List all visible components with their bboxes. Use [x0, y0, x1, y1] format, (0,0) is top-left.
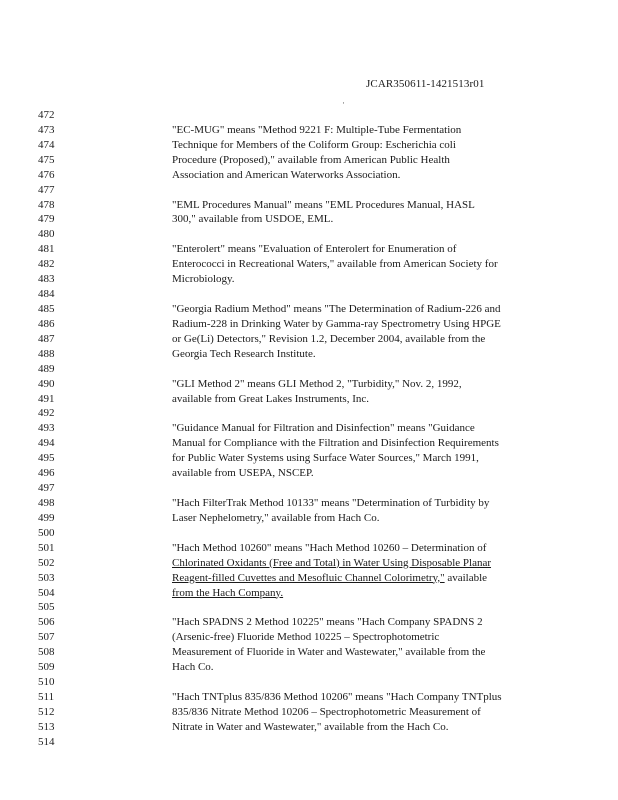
line-text: for Public Water Systems using Surface Water Sources," March 1991,	[172, 452, 479, 465]
line-text: Georgia Tech Research Institute.	[172, 347, 316, 360]
line-number: 513	[38, 720, 55, 733]
line-row	[0, 377, 618, 392]
line-number: 495	[38, 452, 55, 465]
line-number: 494	[38, 437, 55, 450]
line-row	[0, 586, 618, 601]
line-number: 506	[38, 616, 55, 629]
line-number: 497	[38, 482, 55, 495]
line-number: 477	[38, 183, 55, 196]
line-row	[0, 735, 618, 750]
line-number: 472	[38, 109, 55, 121]
line-number: 511	[38, 690, 55, 703]
line-number: 480	[38, 228, 55, 241]
line-text	[172, 571, 487, 586]
line-row	[0, 257, 618, 272]
line-text: "Georgia Radium Method" means "The Determination of Radium-226 and	[172, 302, 501, 315]
line-number: 501	[38, 541, 55, 554]
line-number: 485	[38, 302, 55, 315]
line-row	[0, 198, 618, 213]
line-row	[0, 600, 618, 615]
line-row	[0, 556, 618, 571]
line-text	[172, 556, 491, 571]
line-row	[0, 212, 618, 227]
line-number: 481	[38, 243, 55, 256]
line-row	[0, 481, 618, 496]
line-row	[0, 242, 618, 257]
line-number: 490	[38, 377, 55, 390]
line-row	[0, 392, 618, 407]
line-row	[0, 362, 618, 377]
line-text: 300," available from USDOE, EML.	[172, 213, 334, 226]
line-number: 505	[38, 601, 55, 614]
line-row	[0, 153, 618, 168]
line-row	[0, 302, 618, 317]
line-number: 476	[38, 168, 55, 181]
line-number: 509	[38, 661, 55, 674]
line-row	[0, 660, 618, 675]
line-number: 473	[38, 123, 55, 136]
line-text: Technique for Members of the Coliform Group: Escherichia coli	[172, 138, 456, 151]
line-text: available from USEPA, NSCEP.	[172, 467, 314, 480]
line-row	[0, 406, 618, 421]
line-row	[0, 347, 618, 362]
line-text: "Enterolert" means "Evaluation of Enterolert for Enumeration of	[172, 243, 457, 256]
line-number: 474	[38, 138, 55, 151]
line-row	[0, 332, 618, 347]
line-row	[0, 690, 618, 705]
line-number: 504	[38, 586, 55, 599]
line-row	[0, 615, 618, 630]
line-row	[0, 272, 618, 287]
line-number: 487	[38, 332, 55, 345]
line-number: 479	[38, 213, 55, 226]
line-number: 499	[38, 511, 55, 524]
underlined-text: Reagent-filled Cuvettes and Mesofluic Channel Colorimetry,"	[172, 571, 445, 584]
line-row	[0, 317, 618, 332]
line-row	[0, 287, 618, 302]
stray-mark: ·	[342, 98, 345, 108]
line-number: 502	[38, 556, 55, 569]
line-row	[0, 451, 618, 466]
line-text: "Hach FilterTrak Method 10133" means "Determination of Turbidity by	[172, 496, 490, 509]
line-row	[0, 183, 618, 198]
line-number: 498	[38, 496, 55, 509]
line-text: Laser Nephelometry," available from Hach Co.	[172, 511, 380, 524]
line-number: 489	[38, 362, 55, 375]
line-number: 488	[38, 347, 55, 360]
line-number: 496	[38, 467, 55, 480]
line-number: 483	[38, 273, 55, 286]
line-text: 835/836 Nitrate Method 10206 – Spectrophotometric Measurement of	[172, 705, 481, 718]
line-row	[0, 645, 618, 660]
line-text: "EC-MUG" means "Method 9221 F: Multiple-Tube Fermentation	[172, 123, 462, 136]
line-number: 514	[38, 735, 55, 748]
line-text: Microbiology.	[172, 273, 235, 286]
line-row	[0, 108, 618, 123]
line-text	[172, 586, 283, 601]
line-number: 491	[38, 392, 55, 405]
line-number: 507	[38, 631, 55, 644]
line-row	[0, 541, 618, 556]
line-number: 510	[38, 676, 55, 689]
line-text: "EML Procedures Manual" means "EML Procedures Manual, HASL	[172, 198, 475, 211]
line-row	[0, 123, 618, 138]
line-row	[0, 705, 618, 720]
line-text: or Ge(Li) Detectors," Revision 1.2, December 2004, available from the	[172, 332, 486, 345]
line-text: Nitrate in Water and Wastewater," available from the Hach Co.	[172, 720, 449, 733]
line-text	[172, 541, 486, 556]
line-text: "GLI Method 2" means GLI Method 2, "Turbidity," Nov. 2, 1992,	[172, 377, 462, 390]
line-text: available from Great Lakes Instruments, Inc.	[172, 392, 370, 405]
line-text: "Hach SPADNS 2 Method 10225" means "Hach Company SPADNS 2	[172, 616, 483, 629]
line-text: Measurement of Fluoride in Water and Wastewater," available from the	[172, 646, 486, 659]
underlined-text: Chlorinated Oxidants (Free and Total) in Water Using Disposable Planar	[172, 556, 492, 569]
line-text-segment: "Hach Method 10260" means "Hach Method 10260 – Determination of	[172, 541, 487, 554]
document-id-header: JCAR350611-1421513r01	[366, 78, 485, 90]
line-text: Enterococci in Recreational Waters," available from American Society for	[172, 258, 498, 271]
line-number: 482	[38, 258, 55, 271]
line-number: 492	[38, 407, 55, 420]
line-row	[0, 168, 618, 183]
line-text: Association and American Waterworks Association.	[172, 168, 401, 181]
line-number: 500	[38, 526, 55, 539]
line-text: (Arsenic-free) Fluoride Method 10225 – Spectrophotometric	[172, 631, 440, 644]
line-row	[0, 571, 618, 586]
line-row	[0, 138, 618, 153]
line-row	[0, 496, 618, 511]
line-number: 512	[38, 705, 55, 718]
line-row	[0, 630, 618, 645]
line-number: 508	[38, 646, 55, 659]
line-row	[0, 511, 618, 526]
line-text: "Hach TNTplus 835/836 Method 10206" means "Hach Company TNTplus	[172, 690, 502, 703]
line-number: 475	[38, 153, 55, 166]
line-row	[0, 466, 618, 481]
line-text: Radium-228 in Drinking Water by Gamma-ray Spectrometry Using HPGE	[172, 317, 501, 330]
line-row	[0, 227, 618, 242]
line-number: 486	[38, 317, 55, 330]
line-number: 478	[38, 198, 55, 211]
line-number: 484	[38, 288, 55, 301]
line-row	[0, 675, 618, 690]
line-row	[0, 436, 618, 451]
numbered-lines	[0, 108, 618, 750]
line-row	[0, 421, 618, 436]
line-text: Hach Co.	[172, 661, 214, 674]
line-number: 493	[38, 422, 55, 435]
line-text-segment: available	[444, 571, 488, 584]
line-row	[0, 526, 618, 541]
line-number: 503	[38, 571, 55, 584]
underlined-text: from the Hach Company.	[172, 586, 284, 599]
line-text: Procedure (Proposed)," available from American Public Health	[172, 153, 450, 166]
line-text: "Guidance Manual for Filtration and Disinfection" means "Guidance	[172, 422, 475, 435]
line-text: Manual for Compliance with the Filtration and Disinfection Requirements	[172, 437, 499, 450]
line-row	[0, 720, 618, 735]
